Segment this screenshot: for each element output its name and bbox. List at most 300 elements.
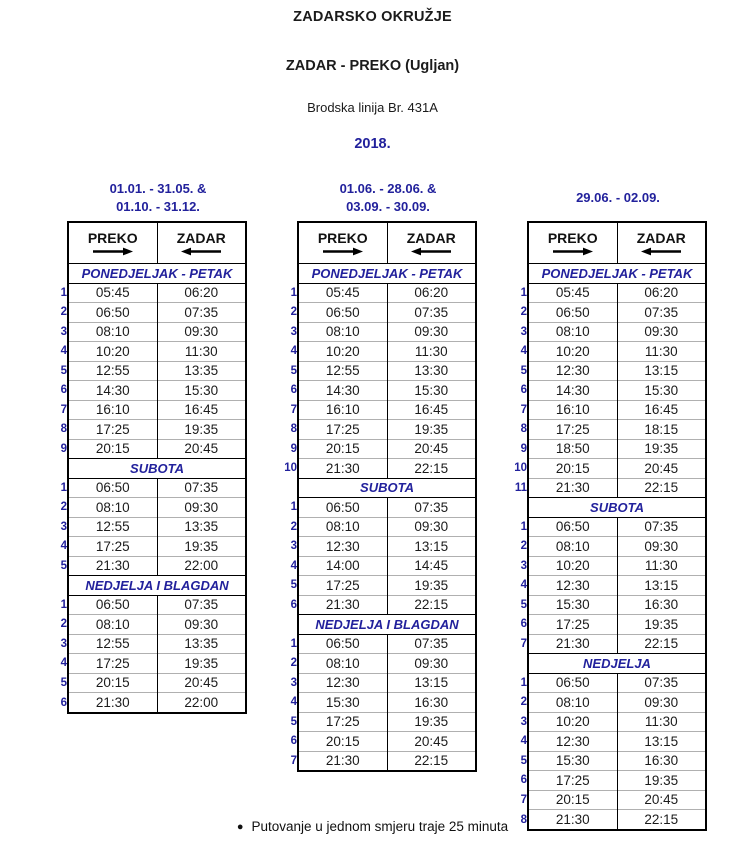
- departure-time-cell: 10:20: [68, 342, 157, 362]
- time-row: [46, 342, 246, 362]
- departure-time-cell: 12:30: [528, 576, 617, 596]
- departure-time-cell: 15:30: [528, 751, 617, 771]
- arrival-time-cell: 14:45: [387, 556, 476, 576]
- row-number: 5: [520, 364, 527, 377]
- date-range: [46, 178, 248, 218]
- column-header-preko: [528, 222, 617, 264]
- row-number: 11: [514, 481, 527, 494]
- arrival-time-cell: 19:35: [617, 439, 706, 459]
- departure-time-cell: 06:50: [68, 303, 157, 323]
- arrival-time-cell: 07:35: [617, 673, 706, 693]
- column-header-zadar: [617, 222, 706, 264]
- row-number: 5: [290, 579, 297, 592]
- date-range-line: 29.06. - 02.09.: [576, 190, 660, 205]
- time-row: [506, 283, 706, 303]
- row-number-spacer: [506, 264, 528, 284]
- date-range-line: 01.06. - 28.06. &: [339, 181, 437, 196]
- time-row: [506, 322, 706, 342]
- arrival-time-cell: 09:30: [617, 537, 706, 557]
- row-number: 2: [520, 540, 527, 553]
- row-number: 4: [290, 559, 297, 572]
- arrival-time-cell: 22:15: [617, 634, 706, 654]
- time-row: [506, 595, 706, 615]
- departure-time-cell: 05:45: [298, 283, 387, 303]
- column-header-label: ZADAR: [636, 230, 686, 246]
- arrival-time-cell: 13:15: [617, 576, 706, 596]
- row-number: 1: [520, 520, 527, 533]
- time-row: [46, 634, 246, 654]
- time-row: [506, 517, 706, 537]
- section-header: PONEDJELJAK - PETAK: [528, 264, 706, 284]
- row-number: 7: [520, 403, 527, 416]
- arrival-time-cell: 22:15: [617, 810, 706, 830]
- arrival-time-cell: 22:15: [387, 595, 476, 615]
- time-row: [506, 634, 706, 654]
- arrival-time-cell: 13:35: [157, 361, 246, 381]
- row-number: 5: [60, 364, 67, 377]
- departure-time-cell: 16:10: [298, 400, 387, 420]
- column-header-label: PREKO: [87, 230, 138, 246]
- section-header: NEDJELJA: [528, 654, 706, 674]
- arrival-time-cell: 11:30: [617, 342, 706, 362]
- time-row: [46, 615, 246, 635]
- row-number: 5: [520, 754, 527, 767]
- departure-time-cell: 08:10: [528, 322, 617, 342]
- time-row: [276, 439, 476, 459]
- departure-time-cell: 08:10: [68, 498, 157, 518]
- departure-time-cell: 17:25: [298, 576, 387, 596]
- row-number: 4: [520, 579, 527, 592]
- time-row: [506, 556, 706, 576]
- time-row: [276, 556, 476, 576]
- time-row: [276, 654, 476, 674]
- row-number: 4: [60, 345, 67, 358]
- arrival-time-cell: 15:30: [617, 381, 706, 401]
- time-row: [276, 342, 476, 362]
- departure-time-cell: 10:20: [528, 712, 617, 732]
- row-number: 6: [520, 384, 527, 397]
- section-header: SUBOTA: [298, 478, 476, 498]
- departure-time-cell: 12:30: [298, 537, 387, 557]
- arrival-time-cell: 22:15: [387, 459, 476, 479]
- row-number: 4: [520, 345, 527, 358]
- row-number: 3: [60, 325, 67, 338]
- row-number: 2: [290, 520, 297, 533]
- departure-time-cell: 12:55: [68, 634, 157, 654]
- departure-time-cell: 08:10: [298, 517, 387, 537]
- departure-time-cell: 12:30: [298, 673, 387, 693]
- arrival-time-cell: 19:35: [157, 654, 246, 674]
- departure-time-cell: 15:30: [298, 693, 387, 713]
- section-header: PONEDJELJAK - PETAK: [298, 264, 476, 284]
- row-number-spacer: [46, 222, 68, 264]
- arrival-time-cell: 09:30: [157, 498, 246, 518]
- arrival-time-cell: 19:35: [387, 712, 476, 732]
- departure-time-cell: 21:30: [68, 556, 157, 576]
- direction-header-row: [46, 222, 246, 264]
- departure-time-cell: 17:25: [298, 420, 387, 440]
- row-number: 9: [290, 442, 297, 455]
- row-number: 10: [514, 462, 527, 475]
- departure-time-cell: 12:55: [68, 517, 157, 537]
- departure-time-cell: 05:45: [68, 283, 157, 303]
- row-number: 7: [520, 793, 527, 806]
- time-row: [46, 322, 246, 342]
- row-number: 4: [60, 657, 67, 670]
- section-header-row: [276, 264, 476, 284]
- time-row: [276, 322, 476, 342]
- departure-time-cell: 12:30: [528, 732, 617, 752]
- arrival-time-cell: 15:30: [157, 381, 246, 401]
- departure-time-cell: 10:20: [298, 342, 387, 362]
- time-row: [506, 751, 706, 771]
- time-row: [276, 498, 476, 518]
- time-row: [276, 673, 476, 693]
- departure-time-cell: 08:10: [528, 537, 617, 557]
- departure-time-cell: 21:30: [298, 751, 387, 771]
- arrival-time-cell: 13:15: [617, 732, 706, 752]
- departure-time-cell: 17:25: [68, 537, 157, 557]
- date-range-line: 03.09. - 30.09.: [346, 199, 430, 214]
- time-row: [506, 732, 706, 752]
- departure-time-cell: 20:15: [68, 439, 157, 459]
- direction-header-row: [506, 222, 706, 264]
- arrival-time-cell: 19:35: [387, 420, 476, 440]
- departure-time-cell: 06:50: [68, 478, 157, 498]
- row-number: 3: [290, 540, 297, 553]
- timetable-grid: [276, 221, 477, 772]
- row-number: 1: [60, 481, 67, 494]
- arrival-time-cell: 19:35: [617, 615, 706, 635]
- arrow-right-icon: [92, 247, 134, 256]
- row-number: 2: [290, 657, 297, 670]
- timetable-3: [506, 178, 708, 831]
- arrival-time-cell: 20:45: [617, 790, 706, 810]
- departure-time-cell: 14:00: [298, 556, 387, 576]
- row-number-spacer: [506, 654, 528, 674]
- departure-time-cell: 08:10: [528, 693, 617, 713]
- row-number: 8: [290, 423, 297, 436]
- time-row: [46, 673, 246, 693]
- column-header-label: PREKO: [547, 230, 598, 246]
- time-row: [46, 400, 246, 420]
- row-number: 10: [284, 462, 297, 475]
- time-row: [46, 381, 246, 401]
- time-row: [506, 342, 706, 362]
- time-row: [506, 790, 706, 810]
- departure-time-cell: 17:25: [528, 420, 617, 440]
- column-header-preko: [68, 222, 157, 264]
- arrival-time-cell: 22:15: [617, 478, 706, 498]
- time-row: [46, 498, 246, 518]
- departure-time-cell: 21:30: [528, 478, 617, 498]
- arrival-time-cell: 09:30: [157, 322, 246, 342]
- section-header-row: [276, 615, 476, 635]
- arrow-left-icon: [410, 247, 452, 256]
- row-number: 8: [520, 423, 527, 436]
- arrival-time-cell: 07:35: [387, 498, 476, 518]
- row-number: 4: [290, 345, 297, 358]
- row-number: 3: [60, 520, 67, 533]
- departure-time-cell: 17:25: [68, 654, 157, 674]
- timetable-1: [46, 178, 248, 714]
- row-number: 5: [520, 598, 527, 611]
- arrival-time-cell: 09:30: [387, 517, 476, 537]
- time-row: [506, 673, 706, 693]
- arrival-time-cell: 16:45: [157, 400, 246, 420]
- row-number: 7: [60, 403, 67, 416]
- departure-time-cell: 20:15: [298, 732, 387, 752]
- departure-time-cell: 08:10: [68, 615, 157, 635]
- time-row: [276, 693, 476, 713]
- section-header-row: [46, 459, 246, 479]
- row-number: 6: [60, 384, 67, 397]
- arrival-time-cell: 16:45: [617, 400, 706, 420]
- row-number: 8: [60, 423, 67, 436]
- time-row: [506, 771, 706, 791]
- arrival-time-cell: 22:00: [157, 693, 246, 713]
- time-row: [276, 537, 476, 557]
- departure-time-cell: 08:10: [68, 322, 157, 342]
- departure-time-cell: 14:30: [68, 381, 157, 401]
- departure-time-cell: 06:50: [528, 673, 617, 693]
- row-number: 6: [290, 598, 297, 611]
- row-number: 6: [60, 696, 67, 709]
- arrival-time-cell: 20:45: [387, 732, 476, 752]
- time-row: [506, 361, 706, 381]
- arrival-time-cell: 11:30: [157, 342, 246, 362]
- arrival-time-cell: 22:00: [157, 556, 246, 576]
- departure-time-cell: 21:30: [298, 595, 387, 615]
- time-row: [506, 381, 706, 401]
- section-header: NEDJELJA I BLAGDAN: [68, 576, 246, 596]
- departure-time-cell: 10:20: [528, 342, 617, 362]
- section-header-row: [46, 264, 246, 284]
- column-header-preko: [298, 222, 387, 264]
- column-header-label: ZADAR: [406, 230, 456, 246]
- column-header-zadar: [387, 222, 476, 264]
- row-number: 3: [520, 325, 527, 338]
- arrival-time-cell: 16:30: [617, 595, 706, 615]
- time-row: [46, 517, 246, 537]
- time-row: [46, 303, 246, 323]
- arrival-time-cell: 06:20: [157, 283, 246, 303]
- time-row: [506, 400, 706, 420]
- arrival-time-cell: 20:45: [617, 459, 706, 479]
- section-header-row: [46, 576, 246, 596]
- time-row: [276, 400, 476, 420]
- row-number: 1: [290, 501, 297, 514]
- time-row: [46, 361, 246, 381]
- date-range-line: 01.10. - 31.12.: [116, 199, 200, 214]
- departure-time-cell: 21:30: [528, 810, 617, 830]
- arrival-time-cell: 16:30: [387, 693, 476, 713]
- row-number-spacer: [46, 576, 68, 596]
- column-header-label: ZADAR: [176, 230, 226, 246]
- departure-time-cell: 17:25: [528, 771, 617, 791]
- arrival-time-cell: 18:15: [617, 420, 706, 440]
- bullet-icon: ●: [236, 821, 244, 833]
- date-range-line: 01.01. - 31.05. &: [109, 181, 207, 196]
- departure-time-cell: 06:50: [298, 303, 387, 323]
- timetable-grid: [506, 221, 707, 831]
- arrow-left-icon: [640, 247, 682, 256]
- footer-note: [0, 819, 745, 834]
- date-range: [506, 178, 708, 218]
- direction-header-row: [276, 222, 476, 264]
- row-number: 2: [290, 306, 297, 319]
- arrival-time-cell: 09:30: [617, 322, 706, 342]
- row-number: 5: [60, 559, 67, 572]
- arrival-time-cell: 11:30: [617, 712, 706, 732]
- arrival-time-cell: 07:35: [157, 478, 246, 498]
- row-number: 3: [520, 559, 527, 572]
- section-header-row: [276, 478, 476, 498]
- arrival-time-cell: 06:20: [617, 283, 706, 303]
- row-number: 3: [520, 715, 527, 728]
- section-header: SUBOTA: [68, 459, 246, 479]
- departure-time-cell: 17:25: [298, 712, 387, 732]
- row-number-spacer: [276, 222, 298, 264]
- departure-time-cell: 06:50: [528, 303, 617, 323]
- arrival-time-cell: 13:30: [387, 361, 476, 381]
- departure-time-cell: 21:30: [298, 459, 387, 479]
- arrival-time-cell: 07:35: [387, 303, 476, 323]
- section-header: PONEDJELJAK - PETAK: [68, 264, 246, 284]
- row-number-spacer: [46, 264, 68, 284]
- timetable-2: [276, 178, 478, 772]
- departure-time-cell: 12:55: [298, 361, 387, 381]
- route-title: ZADAR - PREKO (Ugljan): [285, 58, 460, 74]
- time-row: [506, 576, 706, 596]
- row-number: 2: [520, 306, 527, 319]
- arrow-right-icon: [322, 247, 364, 256]
- arrival-time-cell: 20:45: [387, 439, 476, 459]
- time-row: [276, 381, 476, 401]
- arrival-time-cell: 11:30: [617, 556, 706, 576]
- time-row: [506, 615, 706, 635]
- time-row: [276, 303, 476, 323]
- departure-time-cell: 05:45: [528, 283, 617, 303]
- arrival-time-cell: 20:45: [157, 439, 246, 459]
- row-number: 1: [290, 637, 297, 650]
- row-number: 3: [290, 325, 297, 338]
- row-number-spacer: [46, 459, 68, 479]
- row-number: 5: [290, 715, 297, 728]
- section-header: SUBOTA: [528, 498, 706, 518]
- departure-time-cell: 10:20: [528, 556, 617, 576]
- year-title: 2018.: [354, 136, 391, 152]
- departure-time-cell: 16:10: [528, 400, 617, 420]
- arrival-time-cell: 19:35: [157, 420, 246, 440]
- departure-time-cell: 16:10: [68, 400, 157, 420]
- time-row: [46, 654, 246, 674]
- arrival-time-cell: 13:15: [387, 673, 476, 693]
- row-number-spacer: [276, 478, 298, 498]
- row-number: 9: [520, 442, 527, 455]
- arrival-time-cell: 07:35: [157, 303, 246, 323]
- departure-time-cell: 08:10: [298, 654, 387, 674]
- time-row: [46, 556, 246, 576]
- row-number-spacer: [276, 264, 298, 284]
- time-row: [46, 439, 246, 459]
- departure-time-cell: 06:50: [528, 517, 617, 537]
- time-row: [276, 459, 476, 479]
- arrival-time-cell: 09:30: [387, 654, 476, 674]
- row-number: 9: [60, 442, 67, 455]
- footer-note-text: Putovanje u jednom smjeru traje 25 minuta: [251, 819, 509, 834]
- arrival-time-cell: 15:30: [387, 381, 476, 401]
- arrival-time-cell: 09:30: [387, 322, 476, 342]
- arrival-time-cell: 11:30: [387, 342, 476, 362]
- row-number: 3: [60, 637, 67, 650]
- row-number: 5: [60, 676, 67, 689]
- column-header-zadar: [157, 222, 246, 264]
- departure-time-cell: 08:10: [298, 322, 387, 342]
- time-row: [46, 595, 246, 615]
- row-number-spacer: [276, 615, 298, 635]
- departure-time-cell: 06:50: [298, 634, 387, 654]
- arrow-right-icon: [552, 247, 594, 256]
- row-number: 1: [60, 598, 67, 611]
- departure-time-cell: 17:25: [528, 615, 617, 635]
- row-number: 2: [60, 501, 67, 514]
- row-number: 1: [520, 286, 527, 299]
- row-number: 2: [520, 696, 527, 709]
- time-row: [276, 361, 476, 381]
- row-number: 1: [60, 286, 67, 299]
- arrival-time-cell: 09:30: [617, 693, 706, 713]
- time-row: [276, 420, 476, 440]
- departure-time-cell: 20:15: [528, 790, 617, 810]
- row-number: 1: [290, 286, 297, 299]
- departure-time-cell: 06:50: [68, 595, 157, 615]
- timetable-grid: [46, 221, 247, 714]
- row-number-spacer: [506, 498, 528, 518]
- departure-time-cell: 18:50: [528, 439, 617, 459]
- departure-time-cell: 21:30: [68, 693, 157, 713]
- arrival-time-cell: 19:35: [157, 537, 246, 557]
- time-row: [276, 517, 476, 537]
- arrival-time-cell: 13:35: [157, 634, 246, 654]
- time-row: [46, 537, 246, 557]
- row-number: 4: [60, 540, 67, 553]
- time-row: [506, 420, 706, 440]
- arrival-time-cell: 19:35: [387, 576, 476, 596]
- line-subtitle: Brodska linija Br. 431A: [307, 100, 438, 115]
- row-number: 7: [290, 403, 297, 416]
- departure-time-cell: 21:30: [528, 634, 617, 654]
- row-number: 3: [290, 676, 297, 689]
- departure-time-cell: 12:55: [68, 361, 157, 381]
- section-header-row: [506, 264, 706, 284]
- time-row: [276, 283, 476, 303]
- time-row: [276, 595, 476, 615]
- row-number: 6: [290, 384, 297, 397]
- arrival-time-cell: 13:15: [617, 361, 706, 381]
- region-title: ZADARSKO OKRUŽJE: [293, 9, 452, 25]
- row-number: 6: [290, 735, 297, 748]
- row-number: 1: [520, 676, 527, 689]
- arrival-time-cell: 16:45: [387, 400, 476, 420]
- departure-time-cell: 20:15: [298, 439, 387, 459]
- row-number: 2: [60, 618, 67, 631]
- time-row: [506, 459, 706, 479]
- time-row: [506, 439, 706, 459]
- arrival-time-cell: 07:35: [157, 595, 246, 615]
- section-header-row: [506, 654, 706, 674]
- departure-time-cell: 20:15: [528, 459, 617, 479]
